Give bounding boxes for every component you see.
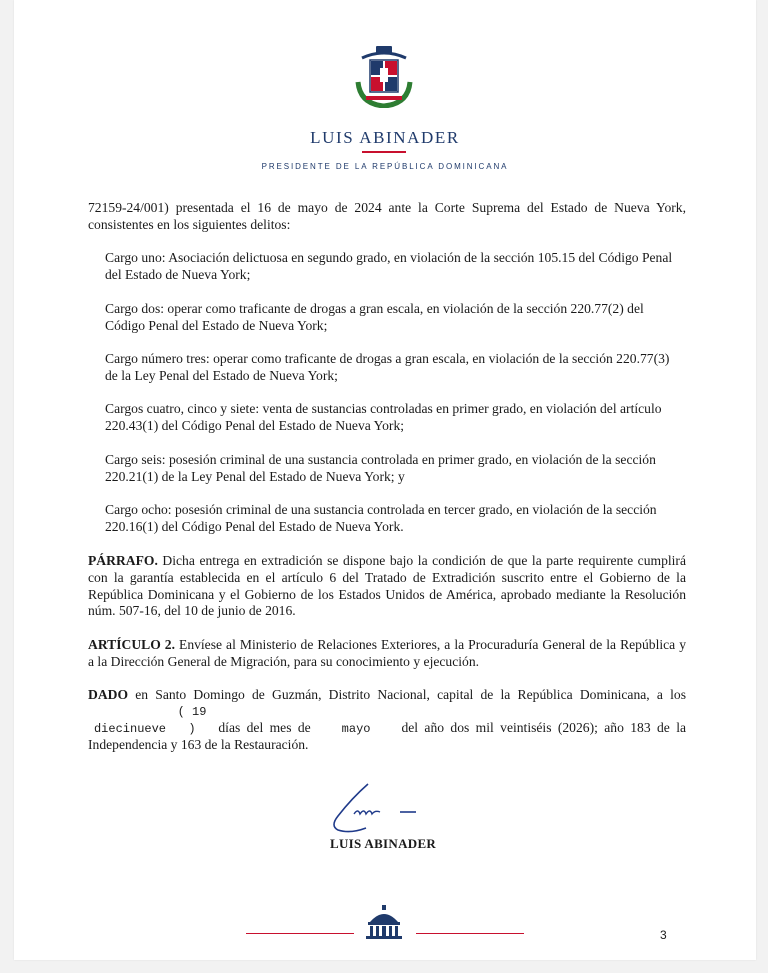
national-palace-dome-icon <box>362 904 406 940</box>
charge-item: Cargo uno: Asociación delictuosa en segundo grado, en violación de la sección 105.15 del Código Penal del Estado de Nueva York; <box>105 250 673 282</box>
footer-rule-right <box>416 933 524 934</box>
articulo-label: ARTÍCULO 2. <box>88 637 175 652</box>
month-fill: mayo <box>341 721 371 736</box>
day-words-fill: diecinueve <box>93 721 166 736</box>
president-name: LUIS ABINADER <box>310 128 460 147</box>
intro-paragraph: 72159-24/001) presentada el 16 de mayo de 2024 ante la Corte Suprema del Estado de Nueva York, consistentes en los siguientes delitos: <box>88 200 686 232</box>
parrafo-label: PÁRRAFO. <box>88 553 158 568</box>
footer-rule-left <box>246 933 354 934</box>
day-number-fill: ( 19 ) <box>177 704 207 736</box>
charge-item: Cargo número tres: operar como traficante de drogas a gran escala, en violación de la sección 220.77(3) de la Ley Penal del Estado de Nueva York; <box>105 351 670 383</box>
name-underline <box>362 151 406 153</box>
handwritten-signature <box>316 778 436 842</box>
parrafo-text: Dicha entrega en extradición se dispone bajo la condición de que la parte requirente cumplirá con la garantía establecida en el artículo 6 del Tratado de Extradición suscrito entre el Gobierno de la República Dominicana y el Gobierno de los Estados Unidos de América, aprobado mediante la Resolución núm. 507-16, del 10 de junio de 2016. <box>88 553 686 619</box>
charge-item: Cargos cuatro, cinco y siete: venta de sustancias controladas en primer grado, en violación del artículo 220.43(1) del Código Penal del Estado de Nueva York; <box>105 401 662 433</box>
articulo-2-paragraph <box>88 637 686 671</box>
articulo-text: Envíese al Ministerio de Relaciones Exteriores, a la Procuraduría General de la República y a la Dirección General de Migración, para su conocimiento y ejecución. <box>88 637 686 669</box>
dado-text-end: del año dos mil veintiséis (2026); año 183 de la Independencia y 163 de la Restauración. <box>88 719 686 753</box>
page-number: 3 <box>660 928 667 942</box>
dado-label: DADO <box>88 687 129 702</box>
dado-paragraph <box>88 687 686 754</box>
signatory-name: LUIS ABINADER <box>330 836 437 851</box>
charge-item: Cargo seis: posesión criminal de una sustancia controlada en primer grado, en violación de la sección 220.21(1) de la Ley Penal del Estado de Nueva York; y <box>105 452 656 484</box>
charge-item: Cargo ocho: posesión criminal de una sustancia controlada en tercer grado, en violación de la sección 220.16(1) del Código Penal del Estado de Nueva York. <box>105 502 657 534</box>
coat-of-arms-icon <box>352 44 416 108</box>
document-page <box>14 0 756 960</box>
president-title: PRESIDENTE DE LA REPÚBLICA DOMINICANA <box>261 162 509 171</box>
dado-text-start: en Santo Domingo de Guzmán, Distrito Nacional, capital de la República Dominicana, a los <box>128 687 686 702</box>
dado-text-middle: días del mes de <box>212 719 311 735</box>
parrafo-paragraph <box>88 553 686 620</box>
charge-item: Cargo dos: operar como traficante de drogas a gran escala, en violación de la sección 220.77(2) del Código Penal del Estado de Nueva York; <box>105 301 644 333</box>
